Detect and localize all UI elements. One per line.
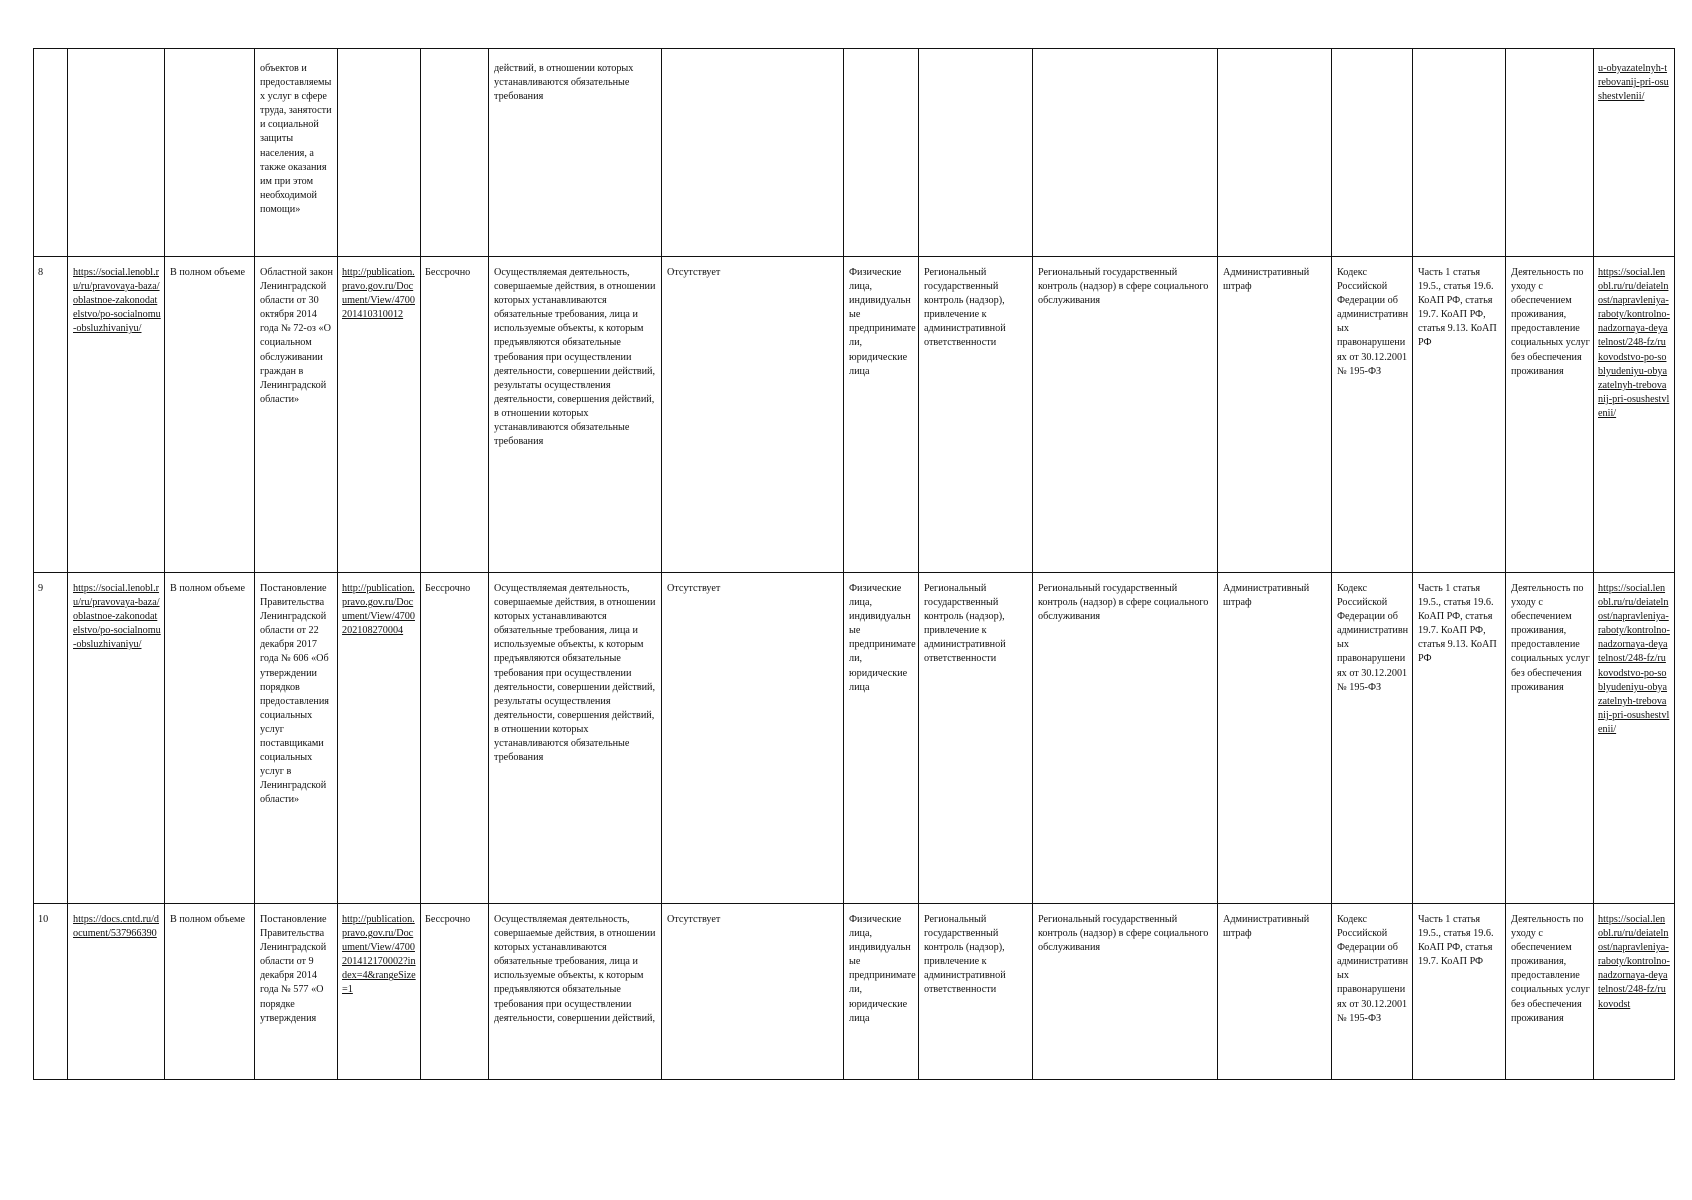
requirements-cell: Осуществляемая деятельность, совершаемые действия, в отношении которых устанавливаются обязательные требования, лица и используемые объекты, к которым предъявляются обязательные требования при осуществлении деятельности, совершении действий, результаты осуществления деятельности, совершения действий, в отношении которых устанавливаются обязательные требования [494,267,656,448]
exceptions-cell: Отсутствует [667,583,721,594]
column-divider [1217,48,1218,1080]
table-border-right [1674,48,1675,1080]
table-border-bottom [33,1079,1674,1080]
control-type-cell: Региональный государственный контроль (надзор) в сфере социального обслуживания [1038,914,1209,954]
source-link[interactable]: https://social.lenobl.ru/ru/pravovaya-baza/oblastnoe-zakonodatelstvo/po-socialnomu-obsluzhivaniyu/ [73,583,161,651]
source-link[interactable]: https://docs.cntd.ru/document/537966390 [73,914,160,940]
column-divider [337,48,338,1080]
row-divider [33,572,1674,573]
act-link[interactable]: http://publication.pravo.gov.ru/Document/View/4700202108270004 [342,583,415,637]
column-divider [254,48,255,1080]
control-type-cell: Региональный государственный контроль (надзор) в сфере социального обслуживания [1038,267,1209,307]
control-type-cell: Региональный государственный контроль (надзор) в сфере социального обслуживания [1038,583,1209,623]
column-divider [1331,48,1332,1080]
liability-act-cell: Кодекс Российской Федерации об административных правонарушениях от 30.12.2001 № 195-ФЗ [1337,267,1409,377]
guide-link[interactable]: u-obyazatelnyh-trebovanij-pri-osushestvlenii/ [1598,63,1669,103]
column-divider [1505,48,1506,1080]
column-divider [1412,48,1413,1080]
requirements-cell: Осуществляемая деятельность, совершаемые действия, в отношении которых устанавливаются обязательные требования, лица и используемые объекты, к которым предъявляются обязательные требования при осуществлении деятельности, совершении действий, [494,914,656,1024]
articles-cell: Часть 1 статья 19.5., статья 19.6. КоАП РФ, статья 19.7. КоАП РФ, статья 9.13. КоАП РФ [1418,583,1497,665]
control-measure-cell: Региональный государственный контроль (надзор), привлечение к административной ответственности [924,914,1006,996]
subjects-cell: Физические лица, индивидуальные предприниматели, юридические лица [849,583,916,693]
term-cell: Бессрочно [425,914,471,925]
row-number: 9 [38,583,44,594]
exceptions-cell: Отсутствует [667,914,721,925]
term-cell: Бессрочно [425,267,471,278]
exceptions-cell: Отсутствует [667,267,721,278]
requirements-cell: действий, в отношении которых устанавливаются обязательные требования [494,63,634,103]
act-link[interactable]: http://publication.pravo.gov.ru/Document/View/4700201410310012 [342,267,415,321]
act-link[interactable]: http://publication.pravo.gov.ru/Document/View/4700201412170002?index=4&rangeSize=1 [342,914,416,996]
table-border-top [33,48,1674,49]
control-measure-cell: Региональный государственный контроль (надзор), привлечение к административной ответственности [924,267,1006,349]
column-divider [918,48,919,1080]
column-divider [420,48,421,1080]
guide-name-cell: Деятельность по уходу с обеспечением проживания, предоставление социальных услуг без обеспечения проживания [1511,914,1590,1024]
guide-link[interactable]: https://social.lenobl.ru/ru/deiatelnost/napravleniya-raboty/kontrolno-nadzornaya-deyatelnost/248-fz/rukovodstvo-po-soblyudeniyu-obyazatelnyh-trebovanij-pri-osushestvlenii/ [1598,267,1670,419]
act-name-cell: объектов и предоставляемых услуг в сфере труда, занятости и социальной защиты населения, а также оказания им при этом необходимой помощи» [260,63,332,215]
column-divider [1032,48,1033,1080]
liability-type-cell: Административный штраф [1223,267,1310,293]
column-divider [488,48,489,1080]
act-name-cell: Постановление Правительства Ленинградской области от 22 декабря 2017 года № 606 «Об утверждении порядков предоставления социальных услуг поставщиками социальных услуг в Ленинградской области» [260,583,329,806]
column-divider [1593,48,1594,1080]
subjects-cell: Физические лица, индивидуальные предприниматели, юридические лица [849,914,916,1024]
row-divider [33,903,1674,904]
subjects-cell: Физические лица, индивидуальные предприниматели, юридические лица [849,267,916,377]
row-number: 10 [38,914,49,925]
column-divider [67,48,68,1080]
articles-cell: Часть 1 статья 19.5., статья 19.6. КоАП РФ, статья 19.7. КоАП РФ [1418,914,1494,968]
scope-cell: В полном объеме [170,583,245,594]
liability-act-cell: Кодекс Российской Федерации об административных правонарушениях от 30.12.2001 № 195-ФЗ [1337,914,1409,1024]
source-link[interactable]: https://social.lenobl.ru/ru/pravovaya-baza/oblastnoe-zakonodatelstvo/po-socialnomu-obsluzhivaniyu/ [73,267,161,335]
liability-act-cell: Кодекс Российской Федерации об административных правонарушениях от 30.12.2001 № 195-ФЗ [1337,583,1409,693]
column-divider [33,48,34,1080]
guide-name-cell: Деятельность по уходу с обеспечением проживания, предоставление социальных услуг без обеспечения проживания [1511,583,1590,693]
scope-cell: В полном объеме [170,267,245,278]
column-divider [164,48,165,1080]
guide-link[interactable]: https://social.lenobl.ru/ru/deiatelnost/napravleniya-raboty/kontrolno-nadzornaya-deyatelnost/248-fz/rukovodst [1598,914,1670,1010]
row-number: 8 [38,267,44,278]
row-divider [33,256,1674,257]
act-name-cell: Областной закон Ленинградской области от 30 октября 2014 года № 72-оз «О социальном обслуживании граждан в Ленинградской области» [260,267,333,405]
requirements-cell: Осуществляемая деятельность, совершаемые действия, в отношении которых устанавливаются обязательные требования, лица и используемые объекты, к которым предъявляются обязательные требования при осуществлении деятельности, совершении действий, результаты осуществления деятельности, совершения действий, в отношении которых устанавливаются обязательные требования [494,583,656,764]
control-measure-cell: Региональный государственный контроль (надзор), привлечение к административной ответственности [924,583,1006,665]
scope-cell: В полном объеме [170,914,245,925]
liability-type-cell: Административный штраф [1223,914,1310,940]
column-divider [661,48,662,1080]
act-name-cell: Постановление Правительства Ленинградской области от 9 декабря 2014 года № 577 «О порядке утверждения [260,914,327,1024]
column-divider [843,48,844,1080]
guide-name-cell: Деятельность по уходу с обеспечением проживания, предоставление социальных услуг без обеспечения проживания [1511,267,1590,377]
term-cell: Бессрочно [425,583,471,594]
guide-link[interactable]: https://social.lenobl.ru/ru/deiatelnost/napravleniya-raboty/kontrolno-nadzornaya-deyatelnost/248-fz/rukovodstvo-po-soblyudeniyu-obyazatelnyh-trebovanij-pri-osushestvlenii/ [1598,583,1670,735]
articles-cell: Часть 1 статья 19.5., статья 19.6. КоАП РФ, статья 19.7. КоАП РФ, статья 9.13. КоАП РФ [1418,267,1497,349]
liability-type-cell: Административный штраф [1223,583,1310,609]
